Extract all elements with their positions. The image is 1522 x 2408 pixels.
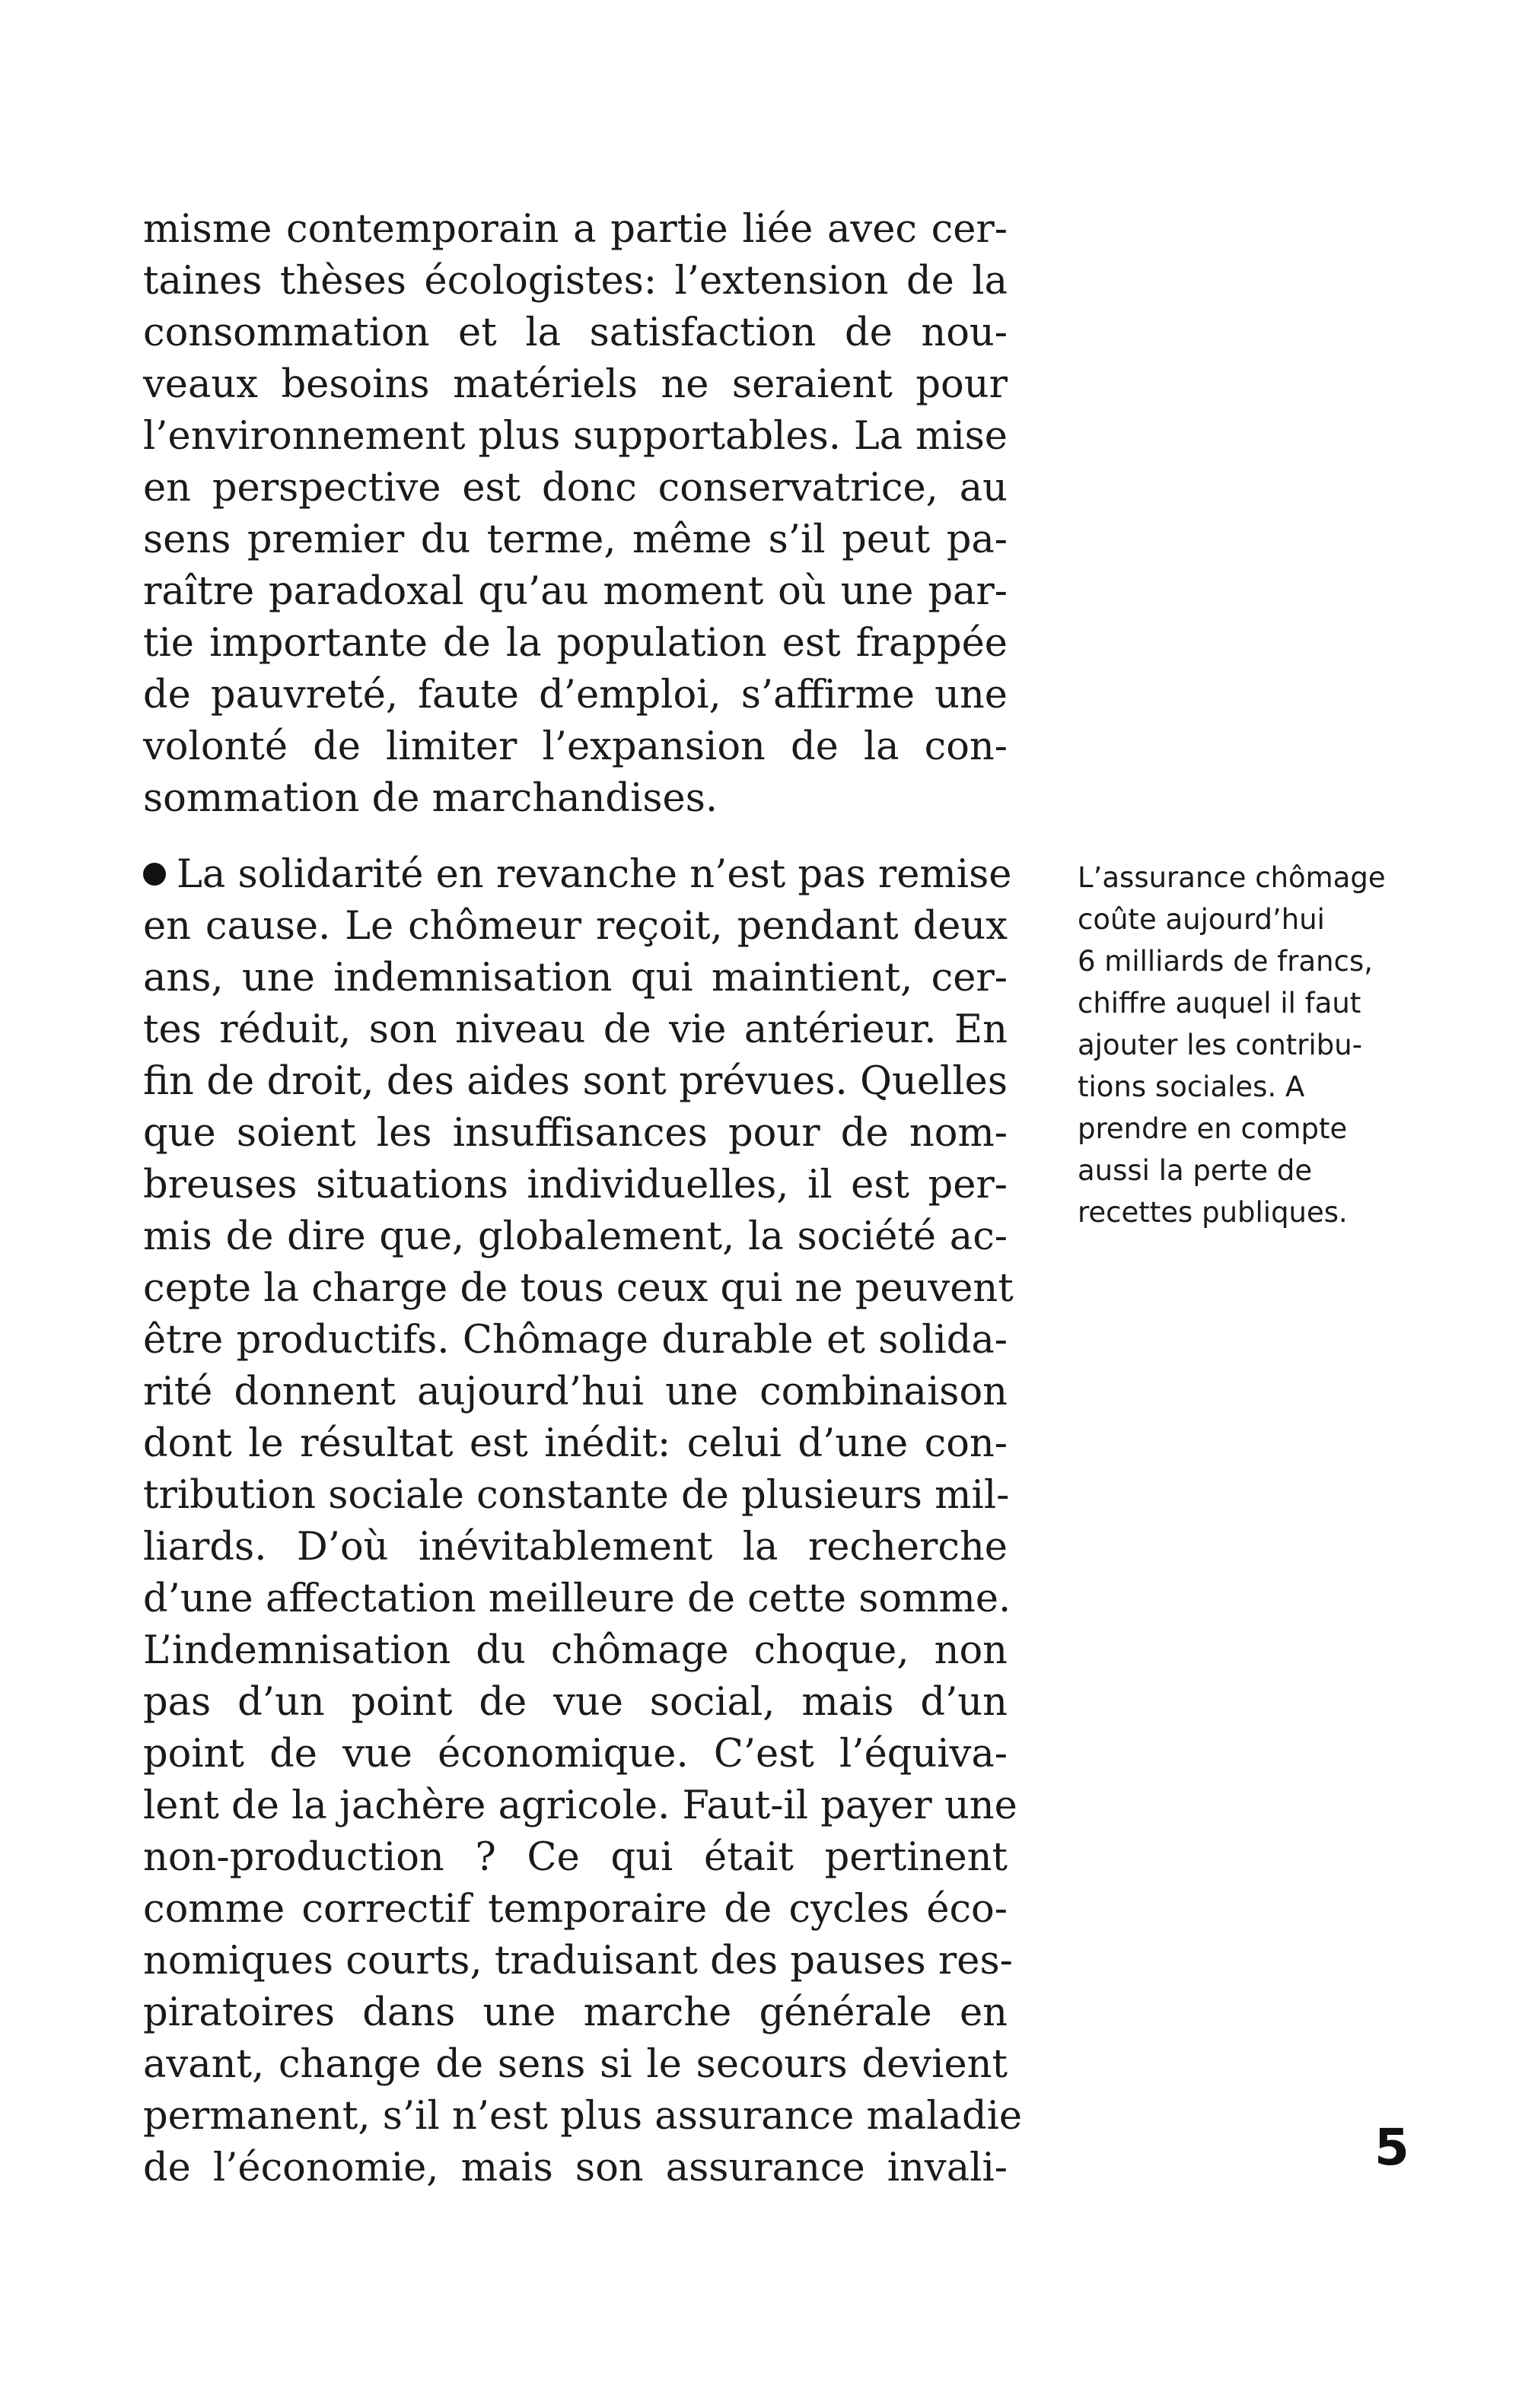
text-line: ans, une indemnisation qui maintient, cer-	[143, 956, 1008, 1000]
text-line: que soient les insuffisances pour de nom-	[143, 1111, 1008, 1156]
margin-note-line: 6 milliards de francs,	[1078, 945, 1373, 978]
main-text-column	[143, 204, 1023, 2194]
margin-note-line: tions sociales. A	[1078, 1070, 1305, 1103]
text-line-with-bullet	[143, 849, 1012, 901]
text-line: liards. D’où inévitablement la recherche	[143, 1525, 1008, 1570]
text-line: volonté de limiter l’expansion de la con-	[143, 724, 1008, 769]
text-line: misme contemporain a partie liée avec cer-	[143, 207, 1008, 252]
text-line: piratoires dans une marche générale en	[143, 1990, 1008, 2035]
page-number: 5	[1374, 2118, 1409, 2177]
text-line: d’une affectation meilleure de cette somme.	[143, 1576, 1011, 1621]
bullet-icon	[143, 863, 166, 886]
paragraph-2	[143, 849, 1023, 2194]
text-line: taines thèses écologistes: l’extension de la	[143, 259, 1008, 304]
text-line: tribution sociale constante de plusieurs mil-	[143, 1473, 1010, 1518]
text-line: mis de dire que, globalement, la société ac-	[143, 1214, 1008, 1259]
text-line: point de vue économique. C’est l’équiva-	[143, 1732, 1008, 1777]
text-line: lent de la jachère agricole. Faut-il payer une	[143, 1783, 1017, 1828]
paragraph-1	[143, 204, 1008, 825]
margin-note-line: prendre en compte	[1078, 1112, 1348, 1145]
paragraph-spacer	[143, 825, 1008, 849]
text-line: consommation et la satisfaction de nou-	[143, 310, 1008, 355]
text-line: dont le résultat est inédit: celui d’une con-	[143, 1421, 1008, 1466]
text-line: cepte la charge de tous ceux qui ne peuvent	[143, 1266, 1014, 1311]
margin-note-line: recettes publiques.	[1078, 1196, 1348, 1229]
text-line: permanent, s’il n’est plus assurance maladie	[143, 2094, 1023, 2139]
text-line: nomiques courts, traduisant des pauses res-	[143, 1939, 1013, 1983]
text-line: tes réduit, son niveau de vie antérieur. En	[143, 1007, 1008, 1052]
text-line: en perspective est donc conservatrice, au	[143, 466, 1008, 511]
margin-note-line: L’assurance chômage	[1078, 861, 1386, 894]
text-line: avant, change de sens si le secours devient	[143, 2042, 1008, 2087]
text-line: rité donnent aujourd’hui une combinaison	[143, 1369, 1008, 1414]
margin-note-line: aussi la perte de	[1078, 1154, 1313, 1187]
text-line: veaux besoins matériels ne seraient pour	[143, 362, 1008, 407]
margin-note-line: chiffre auquel il faut	[1078, 987, 1361, 1020]
text-line: sommation de marchandises.	[143, 776, 718, 821]
text-line: breuses situations individuelles, il est per-	[143, 1163, 1008, 1207]
text-line: L’indemnisation du chômage choque, non	[143, 1628, 1008, 1673]
margin-note-line: coûte aujourd’hui	[1078, 903, 1325, 936]
margin-note-line: ajouter les contribu-	[1078, 1029, 1363, 1061]
text-line: être productifs. Chômage durable et solida-	[143, 1318, 1008, 1363]
text-line: raître paradoxal qu’au moment où une par-	[143, 569, 1008, 614]
text-line: de pauvreté, faute d’emploi, s’affirme une	[143, 673, 1008, 717]
text-line: comme correctif temporaire de cycles éco-	[143, 1887, 1008, 1932]
text-line: tie importante de la population est frappée	[143, 621, 1008, 666]
margin-note	[1078, 857, 1412, 1233]
text-line: sens premier du terme, même s’il peut pa-	[143, 517, 1008, 562]
text-line: de l’économie, mais son assurance invali-	[143, 2146, 1008, 2190]
text-line: non-production ? Ce qui était pertinent	[143, 1835, 1008, 1880]
text-line: La solidarité en revanche n’est pas remise	[177, 852, 1012, 897]
text-line: l’environnement plus supportables. La mise	[143, 414, 1008, 459]
text-line: pas d’un point de vue social, mais d’un	[143, 1680, 1008, 1725]
text-line: fin de droit, des aides sont prévues. Quelles	[143, 1059, 1008, 1104]
text-line: en cause. Le chômeur reçoit, pendant deux	[143, 904, 1008, 949]
